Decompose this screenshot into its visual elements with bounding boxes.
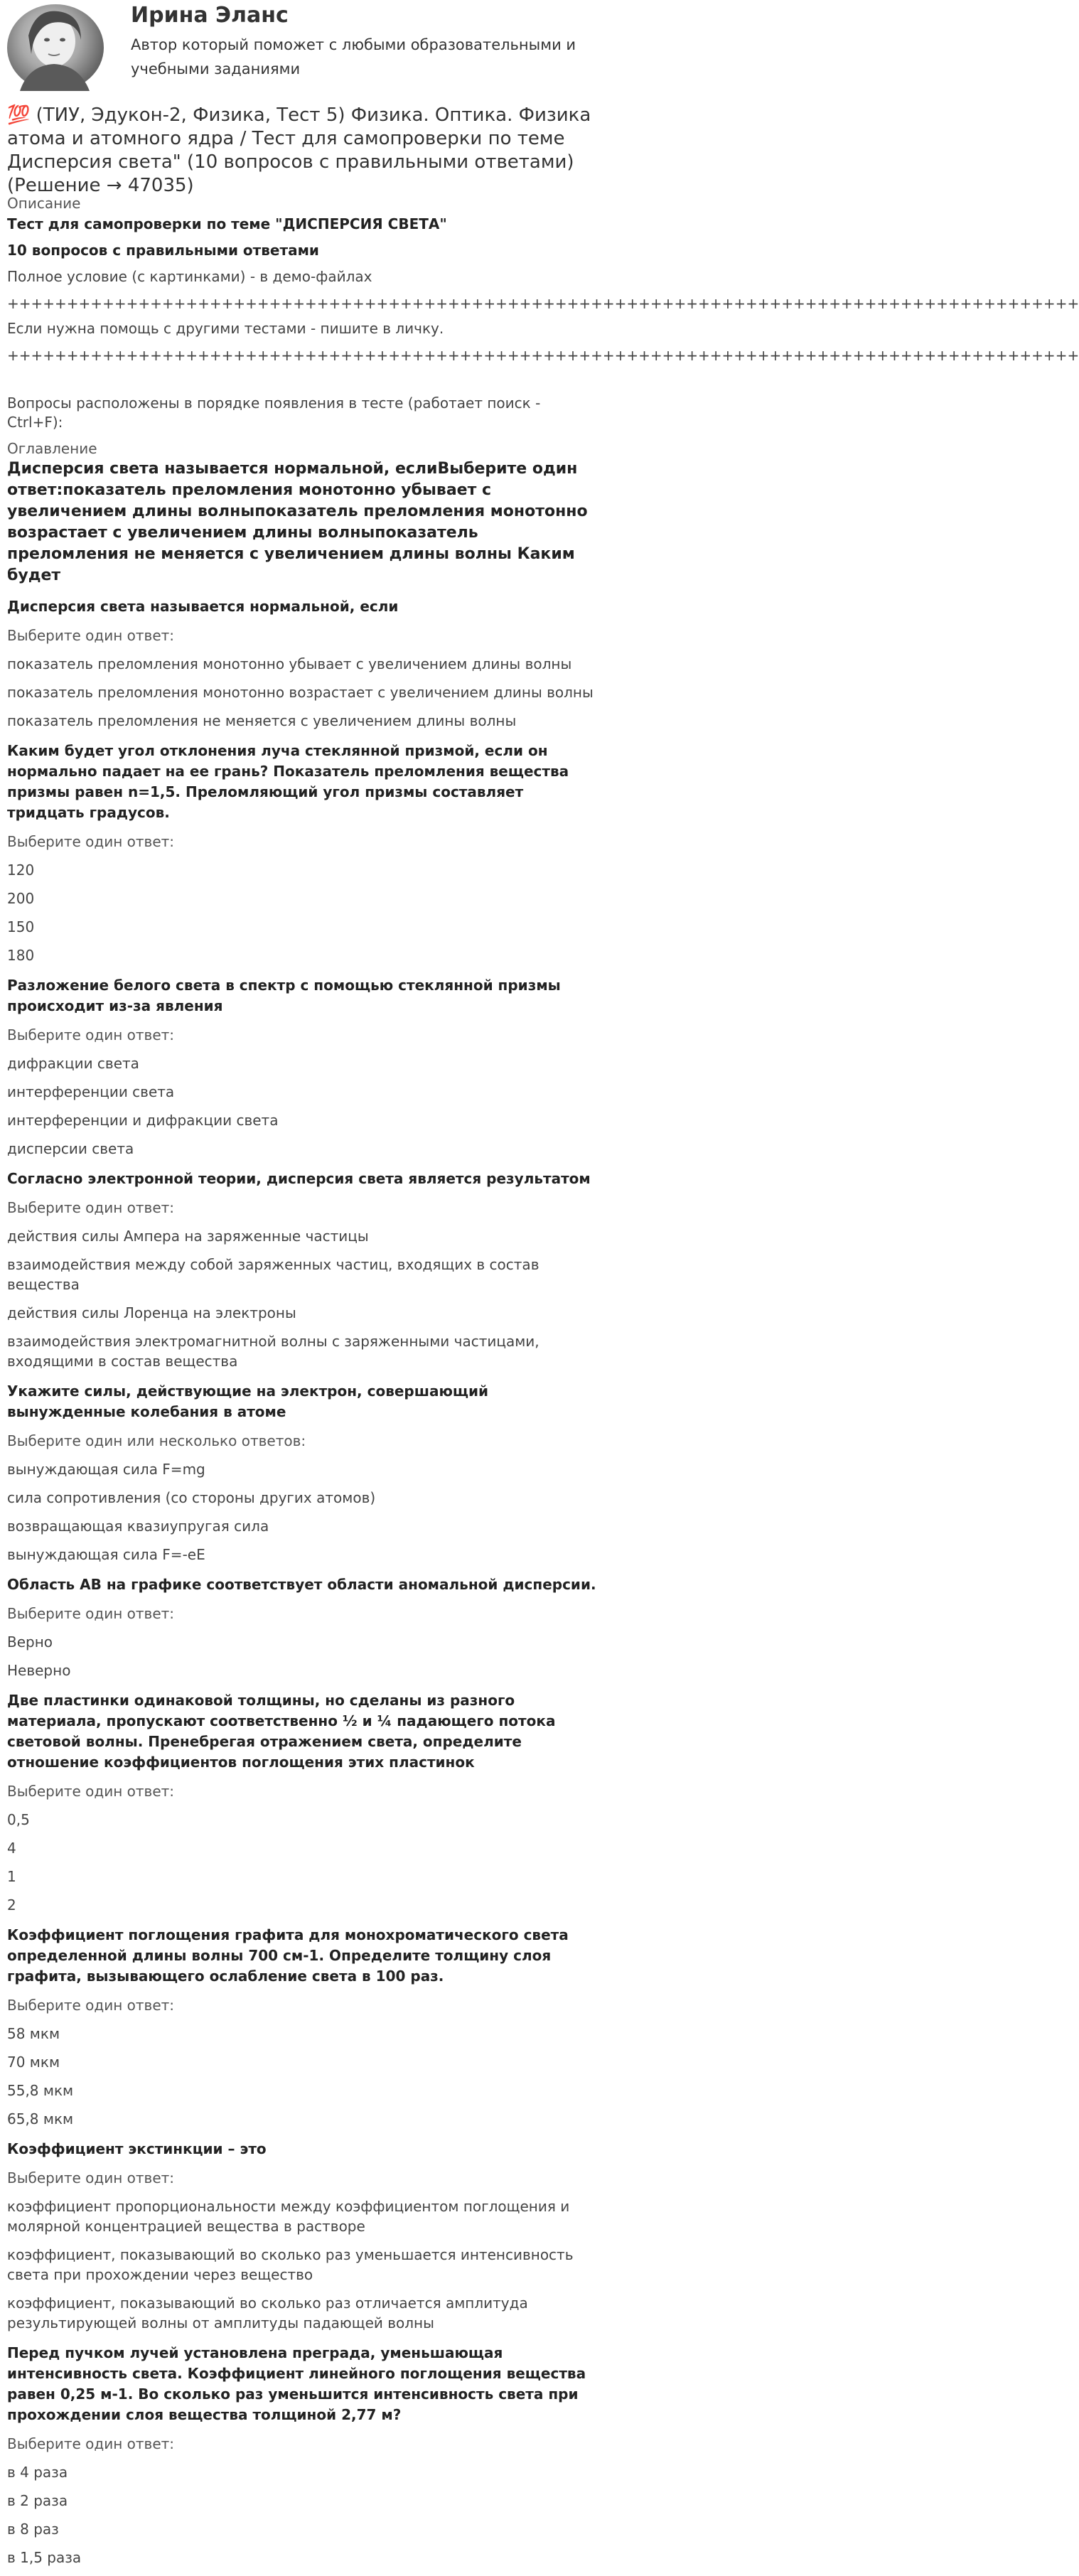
answer-option: Неверно (7, 1662, 71, 1679)
answer-option: дисперсии света (7, 1140, 134, 1157)
answer-prompt: Выберите один ответ: (7, 1199, 175, 1216)
full-condition-note: Полное условие (с картинками) - в демо-файлах (7, 268, 372, 285)
answer-prompt: Выберите один ответ: (7, 1783, 175, 1800)
answer-option: 2 (7, 1896, 16, 1914)
answer-option: 58 мкм (7, 2025, 60, 2042)
order-note: Вопросы расположены в порядке появления в тесте (работает поиск - Ctrl+F): (7, 395, 541, 431)
question-text: Перед пучком лучей установлена преграда, уменьшающая интенсивность света. Коэффициент линейного поглощения вещества равен 0,25 м-1. Во сколько раз уменьшится интенсивность света при прохождении слоя вещества толщиной 2,77 м? (7, 2344, 586, 2423)
answer-option: 70 мкм (7, 2054, 60, 2071)
answer-prompt: Выберите один ответ: (7, 627, 175, 644)
answer-option: показатель преломления не меняется с увеличением длины волны (7, 712, 517, 729)
separator-bottom: ++++++++++++++++++++++++++++++++++++++++++++++++++++++++++++++++++++++++++++++++++++++++++ (7, 347, 1079, 364)
question-10 (7, 2343, 598, 2567)
answer-option: взаимодействия электромагнитной волны с заряженными частицами, входящими в состав вещества (7, 1333, 540, 1370)
question-4 (7, 1169, 598, 1371)
answer-prompt: Выберите один или несколько ответов: (7, 1432, 306, 1449)
answer-option: в 4 раза (7, 2464, 68, 2481)
question-1 (7, 596, 598, 731)
question-text: Каким будет угол отклонения луча стеклянной призмой, если он нормально падает на ее грань? Показатель преломления вещества призмы равен n=1,5. Преломляющий угол призмы составляет тридцать градусов. (7, 742, 569, 821)
toc-intro: Дисперсия света называется нормальной, еслиВыберите один ответ:показатель преломления монотонно убывает с увеличением длины волныпоказатель преломления монотонно возрастает с увеличением длины волныпоказатель преломления не меняется с увеличением длины волны Каким будет (7, 460, 588, 584)
answer-option: дифракции света (7, 1055, 139, 1072)
question-text: Две пластинки одинаковой толщины, но сделаны из разного материала, пропускают соответственно ½ и ¼ падающего потока световой волны. Пренебрегая отражением света, определите отношение коэффициентов поглощения этих пластинок (7, 1692, 556, 1771)
answer-option: вынуждающая сила F=mg (7, 1461, 205, 1478)
question-text: Коэффициент экстинкции – это (7, 2140, 267, 2157)
answer-option: возвращающая квазиупругая сила (7, 1518, 269, 1535)
description-label: Описание (7, 195, 81, 212)
question-text: Согласно электронной теории, дисперсия света является результатом (7, 1170, 591, 1187)
page-title: 💯 (ТИУ, Эдукон-2, Физика, Тест 5) Физика. Оптика. Физика атома и атомного ядра / Тест для самопроверки по теме Дисперсия света" (10 вопросов с правильными ответами) (Решение → 47035) (7, 104, 591, 196)
author-avatar[interactable] (7, 4, 104, 91)
question-text: Коэффициент поглощения графита для монохроматического света определенной длины волны 700 см-1. Определите толщину слоя графита, вызывающего ослабление света в 100 раз. (7, 1926, 569, 1985)
answer-option: взаимодействия между собой заряженных частиц, входящих в состав вещества (7, 1256, 540, 1293)
question-2 (7, 741, 598, 965)
help-text: Если нужна помощь с другими тестами - пишите в личку. (7, 320, 444, 337)
answer-option: 150 (7, 918, 35, 935)
author-card (0, 0, 602, 100)
question-text: Укажите силы, действующие на электрон, совершающий вынужденные колебания в атоме (7, 1383, 489, 1420)
answer-prompt: Выберите один ответ: (7, 1997, 175, 2014)
question-text: Дисперсия света называется нормальной, если (7, 598, 399, 615)
author-description: Автор который поможет с любыми образовательными и учебными заданиями (131, 36, 576, 77)
answer-prompt: Выберите один ответ: (7, 2169, 175, 2186)
answer-option: в 8 раз (7, 2521, 59, 2538)
answer-option: 1 (7, 1868, 16, 1885)
avatar-photo-icon (7, 4, 104, 91)
answer-prompt: Выберите один ответ: (7, 833, 175, 850)
answer-option: 180 (7, 947, 35, 964)
question-8 (7, 1925, 598, 2129)
question-text: Разложение белого света в спектр с помощью стеклянной призмы происходит из-за явления (7, 977, 561, 1014)
answer-option: коэффициент, показывающий во сколько раз уменьшается интенсивность света при прохождении через вещество (7, 2246, 574, 2283)
answer-option: коэффициент, показывающий во сколько раз отличается амплитуда результирующей волны от амплитуды падающей волны (7, 2295, 528, 2331)
answer-option: в 2 раза (7, 2492, 68, 2509)
answer-option: коэффициент пропорциональности между коэффициентом поглощения и молярной концентрацией вещества в растворе (7, 2198, 570, 2235)
answer-option: 4 (7, 1840, 16, 1857)
question-7 (7, 1690, 598, 1915)
answer-option: показатель преломления монотонно возрастает с увеличением длины волны (7, 684, 594, 701)
answer-prompt: Выберите один ответ: (7, 2435, 175, 2452)
answer-option: Верно (7, 1633, 53, 1651)
answer-option: 200 (7, 890, 35, 907)
main-content (7, 194, 1079, 2576)
answer-option: 55,8 мкм (7, 2082, 74, 2099)
answer-option: 65,8 мкм (7, 2110, 74, 2127)
toc-label: Оглавление (7, 440, 97, 457)
answer-prompt: Выберите один ответ: (7, 1605, 175, 1622)
questions-note: 10 вопросов с правильными ответами (7, 242, 319, 259)
question-3 (7, 975, 598, 1159)
test-title: Тест для самопроверки по теме "ДИСПЕРСИЯ СВЕТА" (7, 215, 447, 232)
answer-option: действия силы Ампера на заряженные частицы (7, 1228, 369, 1245)
author-name[interactable]: Ирина Эланс (131, 3, 289, 28)
answer-option: 120 (7, 862, 35, 879)
question-6 (7, 1574, 598, 1680)
answer-option: интерференции света (7, 1083, 175, 1100)
answer-prompt: Выберите один ответ: (7, 1026, 175, 1043)
answer-option: интерференции и дифракции света (7, 1112, 279, 1129)
answer-option: действия силы Лоренца на электроны (7, 1304, 296, 1321)
answer-option: в 1,5 раза (7, 2549, 82, 2566)
answer-option: вынуждающая сила F=-eE (7, 1546, 205, 1563)
question-text: Область АВ на графике соответствует области аномальной дисперсии. (7, 1576, 596, 1593)
separator-top: ++++++++++++++++++++++++++++++++++++++++++++++++++++++++++++++++++++++++++++++++++++++++++ (7, 295, 1079, 312)
answer-option: сила сопротивления (со стороны других атомов) (7, 1489, 376, 1506)
question-9 (7, 2139, 598, 2333)
answer-option: 0,5 (7, 1811, 30, 1828)
answer-option: показатель преломления монотонно убывает с увеличением длины волны (7, 655, 572, 672)
question-5 (7, 1381, 598, 1565)
